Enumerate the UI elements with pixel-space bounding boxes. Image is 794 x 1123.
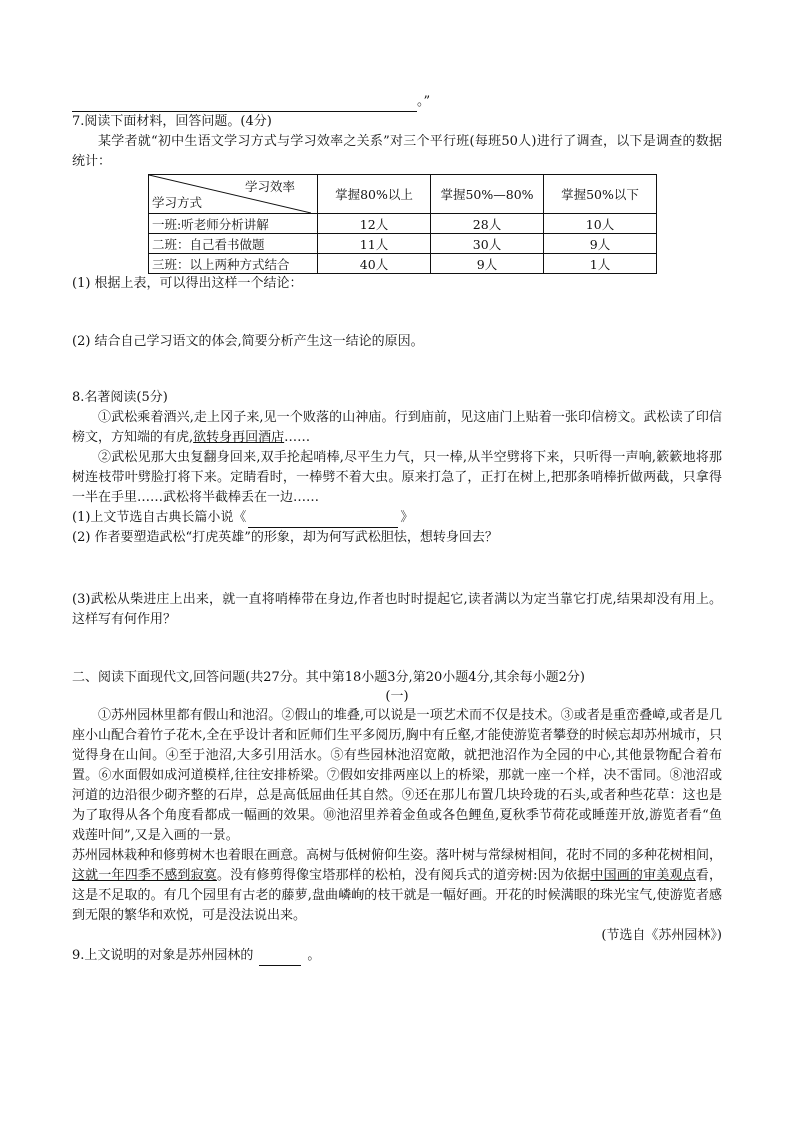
para2-underlined-1: 这就一年四季不感到寂寞 [72, 868, 217, 883]
corner-top-label: 学习效率 [244, 179, 295, 194]
survey-table [148, 174, 657, 274]
section2-part: (一) [385, 689, 409, 704]
q9 [72, 946, 722, 966]
q8-sub1 [72, 508, 722, 528]
q9-blank [259, 951, 301, 966]
table-cell: 10人 [544, 214, 657, 234]
table-cell: 12人 [318, 214, 431, 234]
table-cell: 1人 [544, 254, 657, 274]
q8-para1 [72, 408, 722, 448]
corner-bottom-label: 学习方式 [152, 195, 203, 210]
table-cell: 9人 [431, 254, 544, 274]
table-cell: 28人 [431, 214, 544, 234]
para2-text-a: 苏州园林栽种和修剪树木也着眼在画意。高树与低树俯仰生姿。落叶树与常绿树相间，花时不同的多种花树相间， [72, 848, 723, 863]
para2-text-c: 看，这是不足取的。有几个园里有古老的藤萝,盘曲嶙峋的枝干就是一幅好画。开花的时候满眼的珠光宝气,使游览者感到无限的繁华和欢悦，可是没法说出来。 [72, 868, 722, 923]
q7-intro: 某学者就“初中生语文学习方式与学习效率之关系”对三个平行班(每班50人)进行了调查，以下是调查的数据统计： [72, 134, 722, 169]
table-cell: 9人 [544, 234, 657, 254]
exam-page [72, 92, 722, 966]
source-note: (节选自《苏州园林》) [601, 928, 722, 943]
para2-underlined-2: 中国画的审美观点 [590, 868, 696, 883]
table-cell: 11人 [318, 234, 431, 254]
table-row [149, 254, 657, 274]
q8-para1-underlined: 欲转身再回酒店 [193, 430, 285, 445]
table-row [149, 214, 657, 234]
blank-underline [72, 97, 417, 112]
table-cell: 40人 [318, 254, 431, 274]
q8-para1-text: ①武松乘着酒兴,走上冈子来,见一个败落的山神庙。行到庙前，见这庙门上贴着一张印信榜文。武松读了印信榜文，方知端的有虎, [72, 410, 722, 445]
q8-sub1-text: (1)上文节选自古典长篇小说《 [72, 510, 247, 525]
section2-para2 [72, 846, 722, 926]
q8-sub1-close: 》 [400, 510, 414, 525]
q8-sub3: (3)武松从柴进庄上出来，就一直将哨棒带在身边,作者也时时提起它,读者满以为定当靠它打虎,结果却没有用上。这样写有何作用？ [72, 592, 722, 627]
book-title-blank [248, 513, 398, 528]
para2-text-b: 。没有修剪得像宝塔那样的松柏，没有阅兵式的道旁树:因为依据 [216, 868, 591, 883]
q8-para2: ②武松见那大虫复翻身回来,双手抡起哨棒,尽平生力气，只一棒,从半空劈将下来，只听得一声响,簌簌地将那树连枝带叶劈脸打将下来。定睛看时，一棒劈不着大虫。原来打急了，正打在树上,把那条哨棒折做两截，只拿得一半在手里……武松将半截棒丢在一边…… [72, 450, 722, 505]
q7-heading: 7.阅读下面材料，回答问题。(4分) [72, 114, 272, 129]
q8-para1-ellipsis: …… [284, 430, 311, 445]
q8-sub2: (2) 作者要塑造武松“打虎英雄”的形象，却为何写武松胆怯，想转身回去？ [72, 530, 498, 545]
table-cell: 30人 [431, 234, 544, 254]
q9-end: 。 [307, 948, 321, 963]
table-row [149, 234, 657, 254]
section2-para1: ①苏州园林里都有假山和池沼。②假山的堆叠,可以说是一项艺术而不仅是技术。③或者是重峦叠嶂,或者是几座小山配合着竹子花木,全在乎设计者和匠师们生平多阅历,胸中有丘壑,才能使游览者攀登的时候忘却苏州城市，只觉得身在山间。④至于池沼,大多引用活水。⑤有些园林池沼宽敞，就把池沼作为全园的中心,其他景物配合着布置。⑥水面假如成河道模样,往往安排桥梁。⑦假如安排两座以上的桥梁，那就一座一个样，决不雷同。⑧池沼或河道的边沿很少砌齐整的石岸，总是高低屈曲任其自然。⑨还在那儿布置几块玲珑的石头,或者种些花草：这也是为了取得从各个角度看都成一幅画的效果。⑩池沼里养着金鱼或各色鲤鱼,夏秋季节荷花或睡莲开放,游览者看“鱼戏莲叶间”,又是入画的一景。 [72, 708, 722, 843]
header-cell: 掌握80%以上 [318, 175, 431, 214]
blank-end-punct: 。” [417, 94, 431, 109]
row-label: 二班：自己看书做题 [149, 234, 318, 254]
answer-blank-line [72, 92, 722, 112]
q8-heading: 8.名著阅读(5分) [72, 390, 168, 405]
q7-sub1: (1) 根据上表，可以得出这样一个结论： [72, 276, 303, 291]
header-cell: 掌握50%以下 [544, 175, 657, 214]
q9-text: 9.上文说明的对象是苏州园林的 [72, 948, 254, 963]
section2-heading: 二、阅读下面现代文,回答问题(共27分。其中第18小题3分,第20小题4分,其余每小题2分) [72, 670, 585, 685]
table-header-row [149, 175, 657, 214]
header-cell: 掌握50%—80% [431, 175, 544, 214]
table-corner-cell [149, 175, 318, 214]
row-label: 三班：以上两种方式结合 [149, 254, 318, 274]
q7-sub2: (2) 结合自己学习语文的体会,简要分析产生这一结论的原因。 [72, 334, 424, 349]
row-label: 一班:听老师分析讲解 [149, 214, 318, 234]
